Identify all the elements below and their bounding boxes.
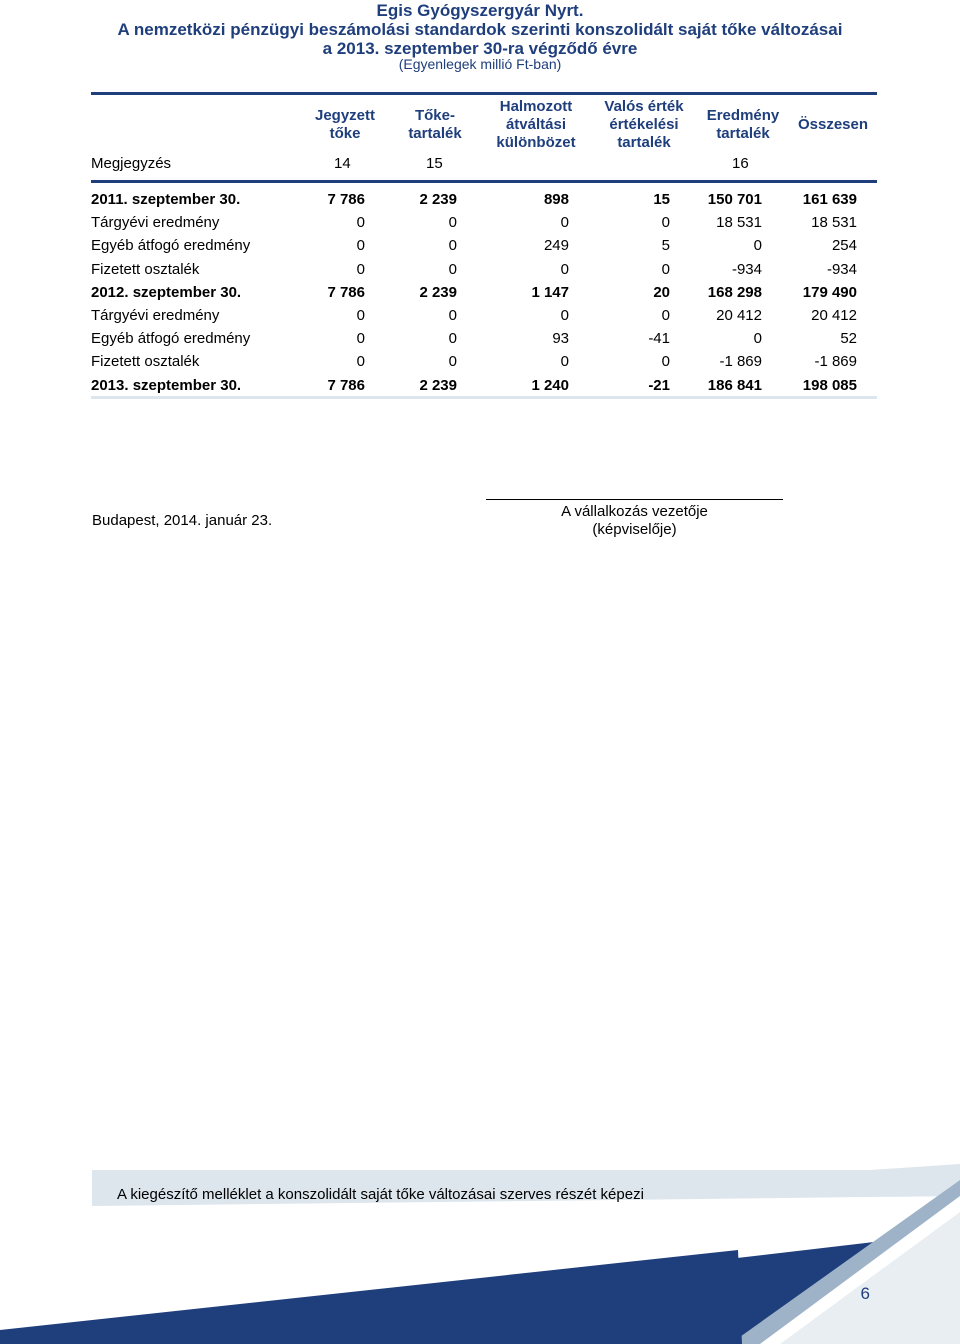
- col-header-toketartalek: Tőke- tartalék: [408, 107, 462, 142]
- table-cell: -1 869: [719, 353, 762, 371]
- table-cell: 0: [661, 260, 670, 278]
- table-cell: 0: [753, 237, 762, 255]
- table-cell: 2 239: [419, 376, 457, 394]
- table-cell: 0: [560, 307, 569, 324]
- table-cell: -1 869: [814, 353, 857, 371]
- table-cell: 198 085: [802, 376, 857, 394]
- footer-wave-navy-left: [0, 1250, 742, 1344]
- table-cell: 0: [448, 260, 457, 278]
- table-cell: 0: [448, 214, 457, 232]
- row-label: 2011. szeptember 30.: [91, 191, 241, 208]
- table-cell: 0: [560, 353, 569, 371]
- row-label: Tárgyévi eredmény: [91, 307, 220, 324]
- table-cell: 0: [356, 307, 365, 324]
- table-cell: 0: [448, 353, 457, 371]
- table-cell: 0: [356, 260, 365, 278]
- note-ref: 16: [732, 155, 749, 172]
- place-and-date: Budapest, 2014. január 23.: [92, 512, 273, 529]
- note-ref: 14: [334, 155, 351, 172]
- row-label: Egyéb átfogó eredmény: [91, 330, 251, 348]
- table-cell: 52: [840, 330, 857, 348]
- page-number: 6: [860, 1284, 870, 1303]
- table-cell: 2 239: [419, 283, 457, 301]
- table-cell: 0: [661, 214, 670, 232]
- col-header-osszesen: Összesen: [797, 116, 869, 133]
- statement-title: A nemzetközi pénzügyi beszámolási standardok szerinti konszolidált saját tőke változásai: [117, 20, 843, 39]
- row-label: Fizetett osztalék: [91, 353, 200, 371]
- table-cell: 20 412: [716, 307, 762, 324]
- table-cell: 0: [661, 307, 670, 324]
- table-cell: 2 239: [419, 191, 457, 208]
- table-cell: 93: [552, 330, 569, 348]
- company-name: Egis Gyógyszergyár Nyrt.: [376, 1, 584, 20]
- table-cell: 7 786: [327, 283, 365, 301]
- note-row-label: Megjegyzés: [91, 155, 172, 172]
- row-label: Tárgyévi eredmény: [91, 214, 220, 232]
- table-cell: 18 531: [811, 214, 857, 232]
- table-cell: 254: [831, 237, 857, 255]
- statement-period: a 2013. szeptember 30-ra végződő évre: [322, 39, 638, 58]
- table-cell: 0: [661, 353, 670, 371]
- table-cell: -41: [648, 330, 670, 348]
- footer-note: A kiegészítő melléklet a konszolidált saját tőke változásai szerves részét képezi: [117, 1186, 644, 1203]
- table-cell: -934: [826, 260, 857, 278]
- table-cell: 898: [543, 191, 569, 208]
- table-cell: 161 639: [802, 191, 857, 208]
- table-cell: 179 490: [802, 283, 857, 301]
- table-cell: 150 701: [707, 191, 762, 208]
- table-cell: 186 841: [707, 376, 762, 394]
- table-cell: 1 240: [531, 376, 569, 394]
- table-cell: 5: [661, 237, 670, 255]
- col-header-jegyzett-toke: Jegyzett tőke: [314, 107, 376, 142]
- table-cell: 0: [356, 214, 365, 232]
- row-label: 2013. szeptember 30.: [91, 376, 242, 394]
- table-cell: -21: [648, 376, 670, 394]
- table-cell: 168 298: [707, 283, 762, 301]
- note-ref: 15: [426, 155, 443, 172]
- row-label: Egyéb átfogó eredmény: [91, 237, 251, 255]
- table-cell: 0: [356, 237, 365, 255]
- row-label: 2012. szeptember 30.: [91, 283, 242, 301]
- table-cell: 7 786: [327, 191, 365, 208]
- col-header-halmozott: Halmozott átváltási különbözet: [496, 98, 576, 151]
- table-cell: 7 786: [327, 376, 365, 394]
- signatory-role: A vállalkozás vezetője (képviselője): [561, 503, 708, 538]
- col-header-eredmeny-tartalek: Eredmény tartalék: [706, 107, 780, 142]
- table-cell: 0: [448, 237, 457, 255]
- table-cell: 0: [448, 330, 457, 348]
- table-cell: 249: [543, 237, 569, 255]
- table-cell: 0: [356, 353, 365, 371]
- table-cell: 0: [753, 330, 762, 348]
- unit-note: (Egyenlegek millió Ft-ban): [398, 56, 562, 72]
- table-cell: 0: [448, 307, 457, 324]
- table-cell: -934: [731, 260, 762, 278]
- table-cell: 0: [560, 260, 569, 278]
- row-label: Fizetett osztalék: [91, 260, 200, 278]
- table-cell: 18 531: [716, 214, 762, 232]
- table-cell: 20: [653, 283, 670, 301]
- col-header-valos-ertek: Valós érték értékelési tartalék: [604, 98, 684, 151]
- table-cell: 0: [356, 330, 365, 348]
- table-cell: 0: [560, 214, 569, 232]
- table-cell: 20 412: [811, 307, 857, 324]
- table-cell: 15: [653, 191, 670, 208]
- table-cell: 1 147: [531, 283, 569, 301]
